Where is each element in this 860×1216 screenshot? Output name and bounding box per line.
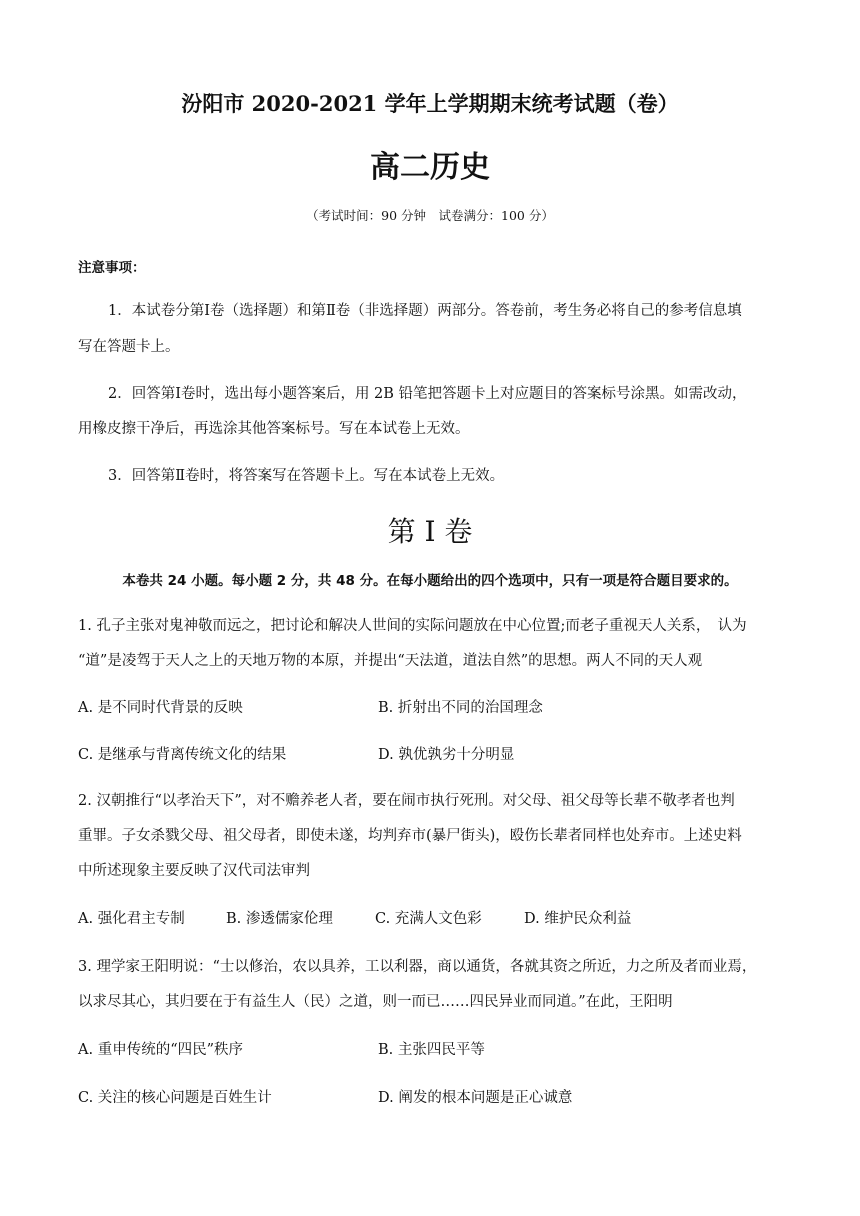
notice-item-2-line-2: 用橡皮擦干净后，再选涂其他答案标号。写在本试卷上无效。: [78, 421, 470, 437]
exam-meta: （考试时间：90 分钟 试卷满分：100 分）: [306, 208, 554, 223]
notice-item-3-line-1: 3．回答第Ⅱ卷时，将答案写在答题卡上。写在本试卷上无效。: [108, 468, 505, 484]
section-title: 第 I 卷: [387, 515, 473, 548]
question-2-line-3: 中所述现象主要反映了汉代司法审判: [78, 863, 310, 879]
question-1-line-1: 1. 孔子主张对鬼神敬而远之，把讨论和解决人世间的实际问题放在中心位置;而老子重视天人关系， 认为: [78, 618, 747, 634]
question-3-option-b: B. 主张四民平等: [378, 1042, 485, 1058]
question-2-option-d: D. 维护民众利益: [524, 911, 632, 927]
question-1-line-2: “道”是凌驾于天人之上的天地万物的本原，并提出“天法道，道法自然”的思想。两人不同的天人观: [78, 653, 703, 669]
notice-item-1-line-2: 写在答题卡上。: [78, 339, 180, 355]
question-1-option-c: C. 是继承与背离传统文化的结果: [78, 747, 287, 763]
question-2-line-2: 重罪。子女杀戮父母、祖父母者，即使未遂，均判弃市(暴尸街头)，殴伤长辈者同样也处弃市。上述史料: [78, 828, 742, 844]
question-2-option-b: B. 渗透儒家伦理: [226, 911, 333, 927]
question-3-option-a: A. 重申传统的“四民”秩序: [78, 1042, 244, 1058]
section-instructions: 本卷共 24 小题。每小题 2 分，共 48 分。在每小题给出的四个选项中，只有一项是符合题目要求的。: [122, 573, 738, 589]
question-2-option-c: C. 充满人文色彩: [375, 911, 482, 927]
exam-title: 汾阳市 2020-2021 学年上学期期末统考试题（卷）: [181, 91, 679, 116]
question-1-option-a: A. 是不同时代背景的反映: [78, 700, 243, 716]
question-3-option-c: C. 关注的核心问题是百姓生计: [78, 1090, 272, 1106]
notice-item-2-line-1: 2．回答第Ⅰ卷时，选出每小题答案后，用 2B 铅笔把答题卡上对应题目的答案标号涂黑。如需改动，: [108, 386, 747, 402]
question-3-option-d: D. 阐发的根本问题是正心诚意: [378, 1090, 573, 1106]
question-3-line-1: 3. 理学家王阳明说：“士以修治，农以具养，工以利器，商以通货，各就其资之所近，力之所及者而业焉，: [78, 959, 757, 975]
notice-item-1-line-1: 1．本试卷分第Ⅰ卷（选择题）和第Ⅱ卷（非选择题）两部分。答卷前，考生务必将自己的参考信息填: [108, 303, 742, 319]
question-2-option-a: A. 强化君主专制: [78, 911, 185, 927]
question-1-option-d: D. 孰优孰劣十分明显: [378, 747, 515, 763]
question-3-line-2: 以求尽其心，其归要在于有益生人（民）之道，则一而已……四民异业而同道。”在此，王阳明: [78, 994, 673, 1010]
question-2-line-1: 2. 汉朝推行“以孝治天下”，对不赡养老人者，要在闹市执行死刑。对父母、祖父母等长辈不敬孝者也判: [78, 793, 735, 809]
subject-title: 高二历史: [370, 150, 490, 185]
notice-heading: 注意事项：: [78, 260, 146, 276]
question-1-option-b: B. 折射出不同的治国理念: [378, 700, 543, 716]
